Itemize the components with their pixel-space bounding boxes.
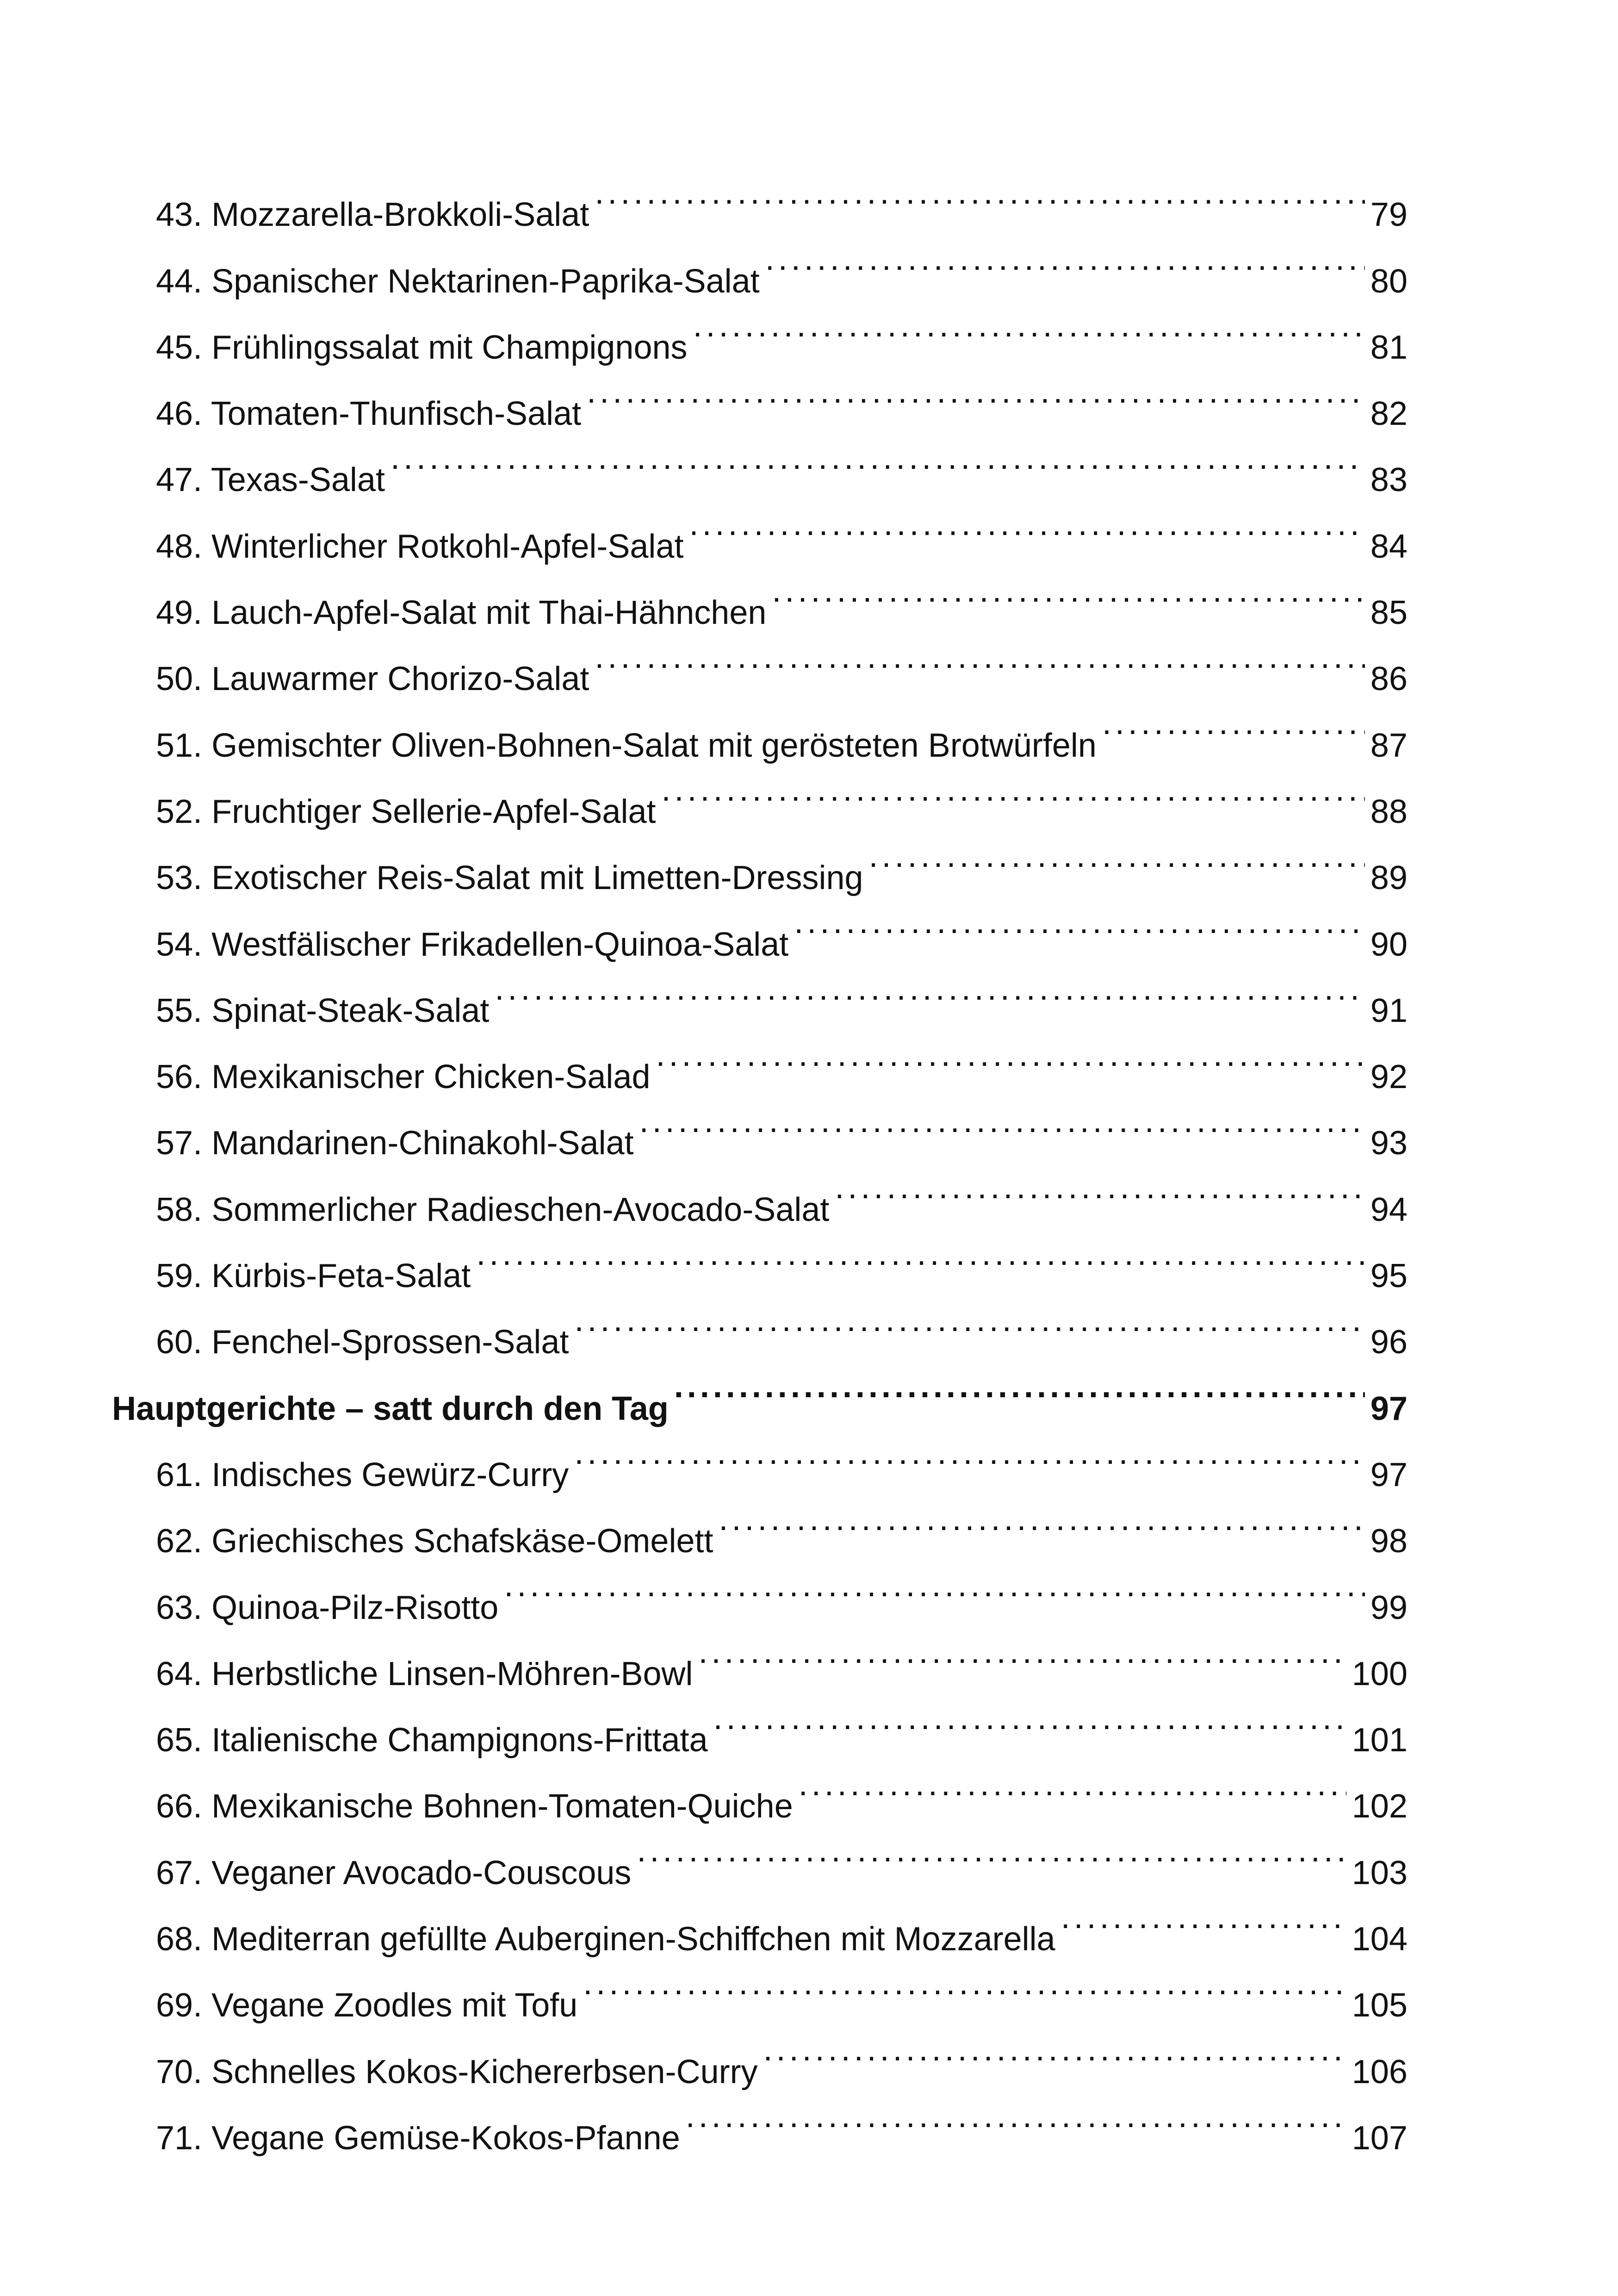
dot-leader <box>656 1022 1365 1088</box>
entry-title: 49. Lauch-Apfel-Salat mit Thai-Hähnchen <box>156 594 767 632</box>
page-number: 106 <box>1351 2053 1407 2091</box>
entry-title: 60. Fenchel-Sprossen-Salat <box>156 1324 569 1361</box>
dot-leader <box>583 1950 1346 2016</box>
entry-title: 69. Vegane Zoodles mit Tofu <box>156 1987 578 2024</box>
dot-leader <box>595 160 1365 226</box>
entry-title: 48. Winterlicher Rotkohl-Apfel-Salat <box>156 528 684 565</box>
section-title: Hauptgerichte – satt durch den Tag <box>112 1390 669 1427</box>
entry-title: 56. Mexikanischer Chicken-Salad <box>156 1058 651 1096</box>
dot-leader <box>1102 690 1365 756</box>
entry-title: 59. Kürbis-Feta-Salat <box>156 1257 471 1295</box>
entry-title: 44. Spanischer Nektarinen-Paprika-Salat <box>156 262 760 300</box>
entry-title: 53. Exotischer Reis-Salat mit Limetten-Dressing <box>156 859 863 897</box>
entry-title: 45. Frühlingssalat mit Champignons <box>156 329 688 366</box>
page-number: 86 <box>1370 660 1407 698</box>
page-number: 96 <box>1370 1324 1407 1361</box>
entry-title: 50. Lauwarmer Chorizo-Salat <box>156 660 589 698</box>
page-number: 97 <box>1370 1456 1407 1493</box>
dot-leader <box>835 1154 1365 1220</box>
page-number: 97 <box>1370 1390 1407 1427</box>
dot-leader <box>574 1287 1364 1353</box>
entry-title: 47. Texas-Salat <box>156 461 385 499</box>
page-number: 95 <box>1370 1257 1407 1295</box>
page-number: 91 <box>1370 992 1407 1029</box>
entry-title: 54. Westfälischer Frikadellen-Quinoa-Salat <box>156 926 789 963</box>
dot-leader <box>662 757 1365 823</box>
dot-leader <box>391 425 1365 491</box>
dot-leader <box>713 1685 1346 1751</box>
table-of-contents <box>112 160 1407 2157</box>
entry-title: 55. Spinat-Steak-Salat <box>156 992 490 1029</box>
entry-title: 61. Indisches Gewürz-Curry <box>156 1456 569 1493</box>
dot-leader <box>637 1817 1346 1884</box>
dot-leader <box>699 1619 1346 1685</box>
page-number: 93 <box>1370 1125 1407 1162</box>
toc-entry[interactable] <box>112 160 1407 234</box>
page-number: 103 <box>1351 1854 1407 1892</box>
page-number: 79 <box>1370 196 1407 234</box>
page-number: 89 <box>1370 859 1407 897</box>
entry-title: 63. Quinoa-Pilz-Risotto <box>156 1589 499 1626</box>
entry-title: 66. Mexikanische Bohnen-Tomaten-Quiche <box>156 1788 793 1825</box>
page-number: 102 <box>1351 1788 1407 1825</box>
dot-leader <box>1061 1884 1346 1950</box>
dot-leader <box>495 956 1364 1022</box>
page-number: 81 <box>1370 329 1407 366</box>
page-number: 85 <box>1370 594 1407 632</box>
entry-title: 70. Schnelles Kokos-Kichererbsen-Curry <box>156 2053 758 2091</box>
dot-leader <box>674 1353 1365 1419</box>
dot-leader <box>765 226 1365 292</box>
page-number: 80 <box>1370 262 1407 300</box>
dot-leader <box>799 1751 1346 1817</box>
entry-title: 52. Fruchtiger Sellerie-Apfel-Salat <box>156 793 656 830</box>
page-number: 107 <box>1351 2119 1407 2157</box>
entry-title: 64. Herbstliche Linsen-Möhren-Bowl <box>156 1655 693 1692</box>
entry-title: 71. Vegane Gemüse-Kokos-Pfanne <box>156 2119 680 2157</box>
page-number: 98 <box>1370 1523 1407 1560</box>
page-number: 105 <box>1351 1987 1407 2024</box>
dot-leader <box>772 558 1364 624</box>
entry-title: 67. Veganer Avocado-Couscous <box>156 1854 632 1892</box>
page-number: 87 <box>1370 727 1407 764</box>
entry-title: 46. Tomaten-Thunfisch-Salat <box>156 395 582 433</box>
entry-title: 62. Griechisches Schafskäse-Omelett <box>156 1523 713 1560</box>
page-number: 99 <box>1370 1589 1407 1626</box>
entry-title: 51. Gemischter Oliven-Bohnen-Salat mit gerösteten Brotwürfeln <box>156 727 1097 764</box>
page-number: 92 <box>1370 1058 1407 1096</box>
entry-title: 58. Sommerlicher Radieschen-Avocado-Salat <box>156 1191 830 1228</box>
entry-title: 43. Mozzarella-Brokkoli-Salat <box>156 196 589 234</box>
dot-leader <box>763 2016 1346 2083</box>
page-number: 104 <box>1351 1921 1407 1958</box>
dot-leader <box>869 823 1365 889</box>
page-number: 101 <box>1351 1722 1407 1759</box>
entry-title: 68. Mediterran gefüllte Auberginen-Schiffchen mit Mozzarella <box>156 1921 1055 1958</box>
dot-leader <box>504 1552 1365 1618</box>
page-number: 94 <box>1370 1191 1407 1228</box>
page-number: 83 <box>1370 461 1407 499</box>
dot-leader <box>574 1420 1365 1486</box>
page-number: 90 <box>1370 926 1407 963</box>
page-number: 88 <box>1370 793 1407 830</box>
dot-leader <box>689 491 1364 557</box>
dot-leader <box>794 889 1365 955</box>
dot-leader <box>693 292 1365 359</box>
entry-title: 65. Italienische Champignons-Frittata <box>156 1722 708 1759</box>
dot-leader <box>476 1221 1365 1287</box>
page-number: 100 <box>1351 1655 1407 1692</box>
dot-leader <box>719 1486 1365 1552</box>
dot-leader <box>595 624 1364 690</box>
page-number: 82 <box>1370 395 1407 433</box>
page-number: 84 <box>1370 528 1407 565</box>
dot-leader <box>639 1088 1365 1154</box>
entry-title: 57. Mandarinen-Chinakohl-Salat <box>156 1125 634 1162</box>
dot-leader <box>587 359 1365 425</box>
dot-leader <box>686 2083 1346 2149</box>
